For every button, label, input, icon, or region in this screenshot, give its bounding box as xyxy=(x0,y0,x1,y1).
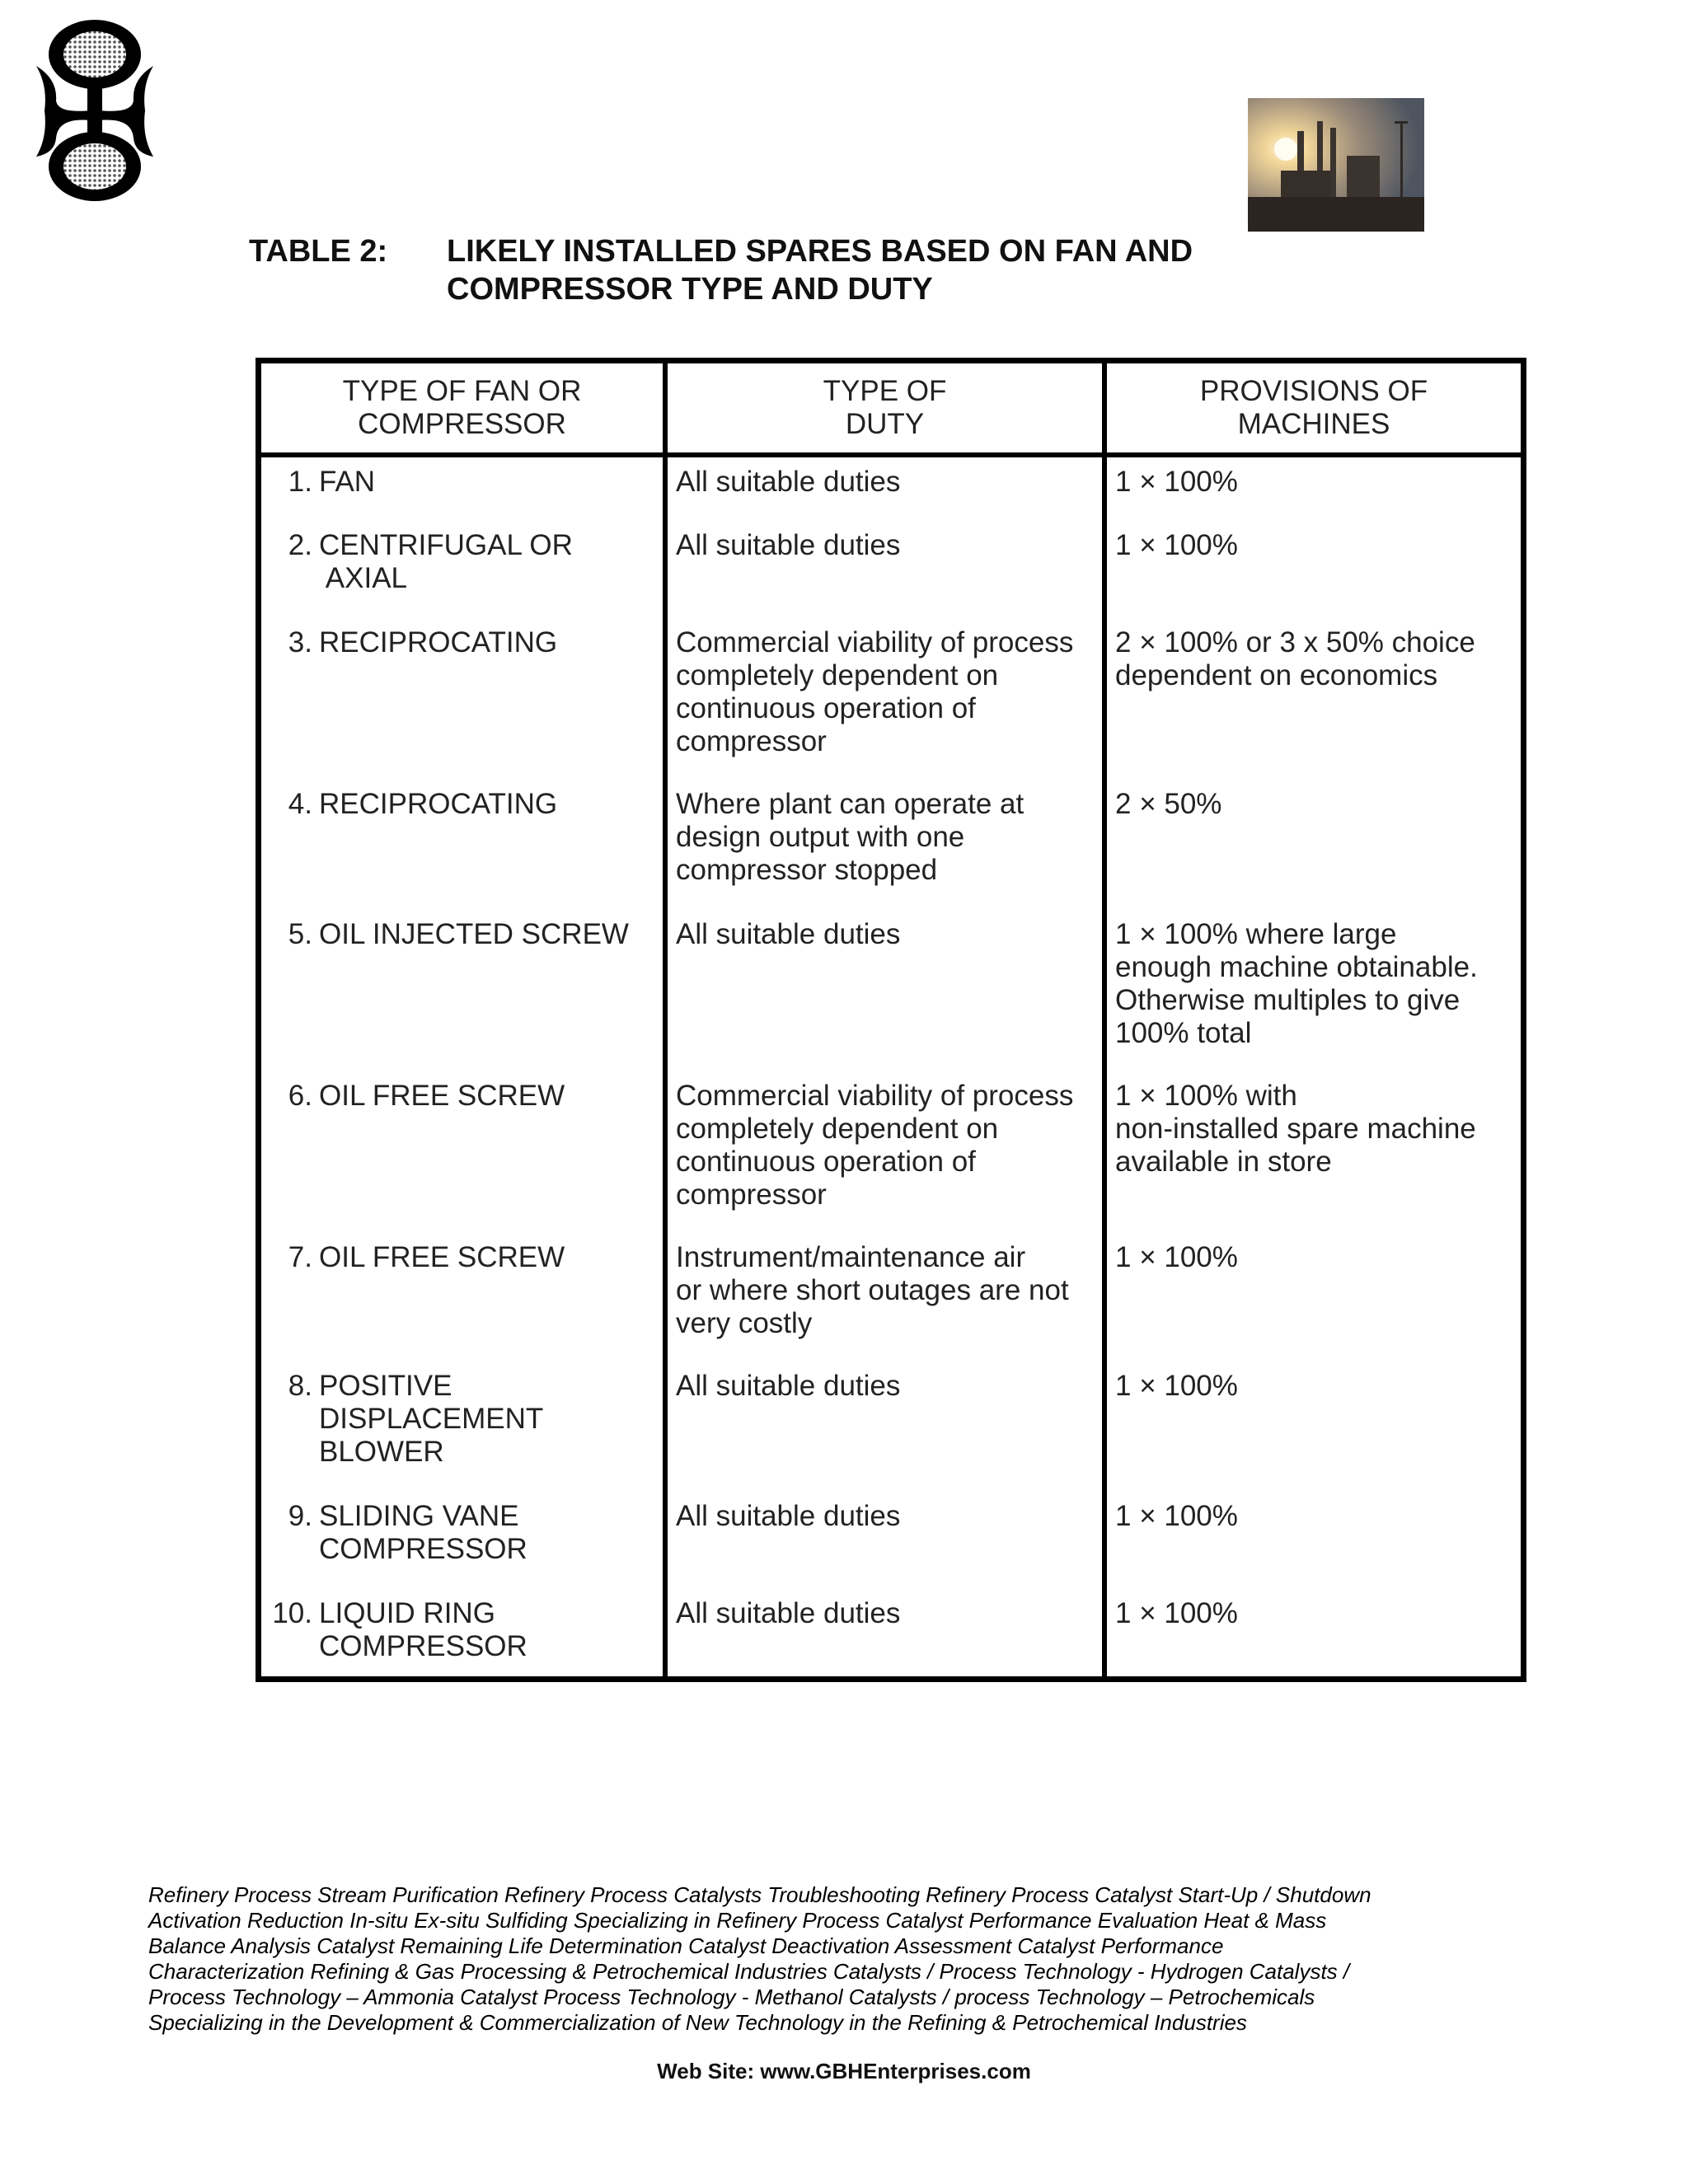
column-header-provisions: PROVISIONS OF MACHINES xyxy=(1104,363,1521,455)
duty-line: Where plant can operate at xyxy=(676,788,1025,820)
row-number: 2. xyxy=(288,529,312,561)
duty-line: All suitable duties xyxy=(676,466,901,498)
row-number: 4. xyxy=(288,788,312,820)
cell-duty xyxy=(665,455,1104,521)
table-row xyxy=(261,1361,1521,1492)
table-row xyxy=(261,1233,1521,1361)
row-number: 1. xyxy=(288,466,312,498)
footer-services-text xyxy=(148,1882,1434,2036)
table-row xyxy=(261,618,1521,780)
type-line: FAN xyxy=(319,466,376,498)
provision-line: dependent on economics xyxy=(1115,659,1438,691)
column-header-type: TYPE OF FAN OR COMPRESSOR xyxy=(261,363,665,455)
cell-duty xyxy=(665,1492,1104,1589)
duty-line: compressor xyxy=(676,725,827,757)
type-line: COMPRESSOR xyxy=(319,1533,528,1565)
row-number: 7. xyxy=(288,1241,312,1273)
duty-line: Instrument/maintenance air xyxy=(676,1241,1026,1273)
cell-type xyxy=(261,1071,665,1233)
table-header-row xyxy=(261,363,1521,455)
type-name xyxy=(319,1241,656,1274)
provision-line: 1 × 100% xyxy=(1115,529,1238,561)
cell-type xyxy=(261,780,665,910)
row-number: 9. xyxy=(288,1500,312,1532)
page-title xyxy=(447,232,1271,308)
type-line: POSITIVE xyxy=(319,1370,452,1402)
type-name xyxy=(319,1597,656,1663)
duty-line: compressor stopped xyxy=(676,854,938,886)
type-line: RECIPROCATING xyxy=(319,788,558,820)
spares-table-grid xyxy=(261,363,1521,1681)
cell-provision xyxy=(1104,1589,1521,1681)
type-name xyxy=(319,626,656,659)
cell-provision xyxy=(1104,910,1521,1071)
footer-line: Refinery Process Stream Purification Refinery Process Catalysts Troubleshooting Refinery Process Catalyst Start-Up / Shutdown xyxy=(148,1882,1372,1907)
cell-type xyxy=(261,618,665,780)
row-number: 5. xyxy=(288,918,312,950)
type-line: AXIAL xyxy=(319,562,408,594)
duty-line: All suitable duties xyxy=(676,1500,901,1532)
provision-line: 2 × 100% or 3 x 50% choice xyxy=(1115,626,1475,658)
cell-type xyxy=(261,1233,665,1361)
type-name xyxy=(319,466,656,499)
footer-line: Specializing in the Development & Commercialization of New Technology in the Refining & Petrochemical Industries xyxy=(148,2010,1247,2035)
cell-type xyxy=(261,1589,665,1681)
cell-duty xyxy=(665,521,1104,618)
provision-line: 1 × 100% where large xyxy=(1115,918,1397,950)
provision-line: 1 × 100% with xyxy=(1115,1080,1297,1112)
provision-line: enough machine obtainable. xyxy=(1115,951,1478,983)
cell-provision xyxy=(1104,780,1521,910)
title-line: COMPRESSOR TYPE AND DUTY xyxy=(447,272,933,307)
type-line: BLOWER xyxy=(319,1436,444,1468)
duty-line: compressor xyxy=(676,1179,827,1211)
company-logo xyxy=(33,15,157,206)
cell-provision xyxy=(1104,1492,1521,1589)
duty-line: Commercial viability of process xyxy=(676,1080,1074,1112)
duty-line: very costly xyxy=(676,1307,813,1339)
duty-line: completely dependent on xyxy=(676,659,999,691)
provision-line: 1 × 100% xyxy=(1115,466,1238,498)
provision-line: Otherwise multiples to give xyxy=(1115,984,1461,1016)
footer-line: Characterization Refining & Gas Processing & Petrochemical Industries Catalysts / Process Technology - Hydrogen Catalysts / xyxy=(148,1959,1350,1984)
duty-line: All suitable duties xyxy=(676,529,901,561)
duty-line: All suitable duties xyxy=(676,1597,901,1629)
table-row xyxy=(261,1492,1521,1589)
type-line: OIL FREE SCREW xyxy=(319,1241,565,1273)
footer-line: Balance Analysis Catalyst Remaining Life Determination Catalyst Deactivation Assessment Catalyst Performance xyxy=(148,1933,1224,1958)
provision-line: 1 × 100% xyxy=(1115,1597,1238,1629)
cell-type xyxy=(261,910,665,1071)
provision-line: 100% total xyxy=(1115,1017,1252,1049)
cell-provision xyxy=(1104,1233,1521,1361)
cell-duty xyxy=(665,1071,1104,1233)
type-name xyxy=(319,1370,656,1469)
type-line: OIL INJECTED SCREW xyxy=(319,918,629,950)
table-row xyxy=(261,910,1521,1071)
cell-duty xyxy=(665,618,1104,780)
footer-line: Process Technology – Ammonia Catalyst Process Technology - Methanol Catalysts / process Technology – Petrochemicals xyxy=(148,1985,1315,2009)
type-line: RECIPROCATING xyxy=(319,626,558,658)
provision-line: 2 × 50% xyxy=(1115,788,1222,820)
type-line: LIQUID RING xyxy=(319,1597,495,1629)
table-row xyxy=(261,780,1521,910)
cell-provision xyxy=(1104,1361,1521,1492)
duty-line: completely dependent on xyxy=(676,1113,999,1145)
cell-type xyxy=(261,521,665,618)
table-row xyxy=(261,455,1521,521)
table-label: TABLE 2: xyxy=(249,234,388,269)
row-number: 6. xyxy=(288,1080,312,1112)
provision-line: 1 × 100% xyxy=(1115,1500,1238,1532)
refinery-photo xyxy=(1248,98,1424,232)
table-row xyxy=(261,521,1521,618)
website-link[interactable]: Web Site: www.GBHEnterprises.com xyxy=(657,2059,1031,2083)
provision-line: 1 × 100% xyxy=(1115,1241,1238,1273)
cell-provision xyxy=(1104,1071,1521,1233)
type-line: SLIDING VANE xyxy=(319,1500,519,1532)
row-number: 8. xyxy=(288,1370,312,1402)
cell-provision xyxy=(1104,618,1521,780)
type-line: OIL FREE SCREW xyxy=(319,1080,565,1112)
cell-type xyxy=(261,1361,665,1492)
duty-line: or where short outages are not xyxy=(676,1274,1069,1306)
cell-provision xyxy=(1104,455,1521,521)
type-name xyxy=(319,1080,656,1113)
row-number: 10. xyxy=(272,1597,312,1629)
type-name xyxy=(319,529,656,595)
column-header-duty: TYPE OF DUTY xyxy=(665,363,1104,455)
type-line: CENTRIFUGAL OR xyxy=(319,529,573,561)
cell-provision xyxy=(1104,521,1521,618)
cell-duty xyxy=(665,1361,1104,1492)
provision-line: 1 × 100% xyxy=(1115,1370,1238,1402)
cell-type xyxy=(261,455,665,521)
type-name xyxy=(319,788,656,821)
type-name xyxy=(319,918,656,951)
cell-duty xyxy=(665,910,1104,1071)
type-name xyxy=(319,1500,656,1566)
provision-line: non-installed spare machine xyxy=(1115,1113,1476,1145)
provision-line: available in store xyxy=(1115,1146,1332,1178)
title-line: LIKELY INSTALLED SPARES BASED ON FAN AND xyxy=(447,234,1193,269)
cell-duty xyxy=(665,1589,1104,1681)
type-line: DISPLACEMENT xyxy=(319,1403,544,1435)
footer-line: Activation Reduction In-situ Ex-situ Sulfiding Specializing in Refinery Process Catalyst Performance Evaluation Heat & Mass xyxy=(148,1908,1327,1933)
cell-type xyxy=(261,1492,665,1589)
table-body xyxy=(261,455,1521,1681)
duty-line: design output with one xyxy=(676,821,965,853)
cell-duty xyxy=(665,1233,1104,1361)
type-line: COMPRESSOR xyxy=(319,1630,528,1662)
cell-duty xyxy=(665,780,1104,910)
row-number: 3. xyxy=(288,626,312,658)
duty-line: Commercial viability of process xyxy=(676,626,1074,658)
spares-table xyxy=(256,358,1526,1682)
table-row xyxy=(261,1071,1521,1233)
duty-line: continuous operation of xyxy=(676,1146,976,1178)
duty-line: All suitable duties xyxy=(676,1370,901,1402)
duty-line: continuous operation of xyxy=(676,692,976,724)
duty-line: All suitable duties xyxy=(676,918,901,950)
table-row xyxy=(261,1589,1521,1681)
